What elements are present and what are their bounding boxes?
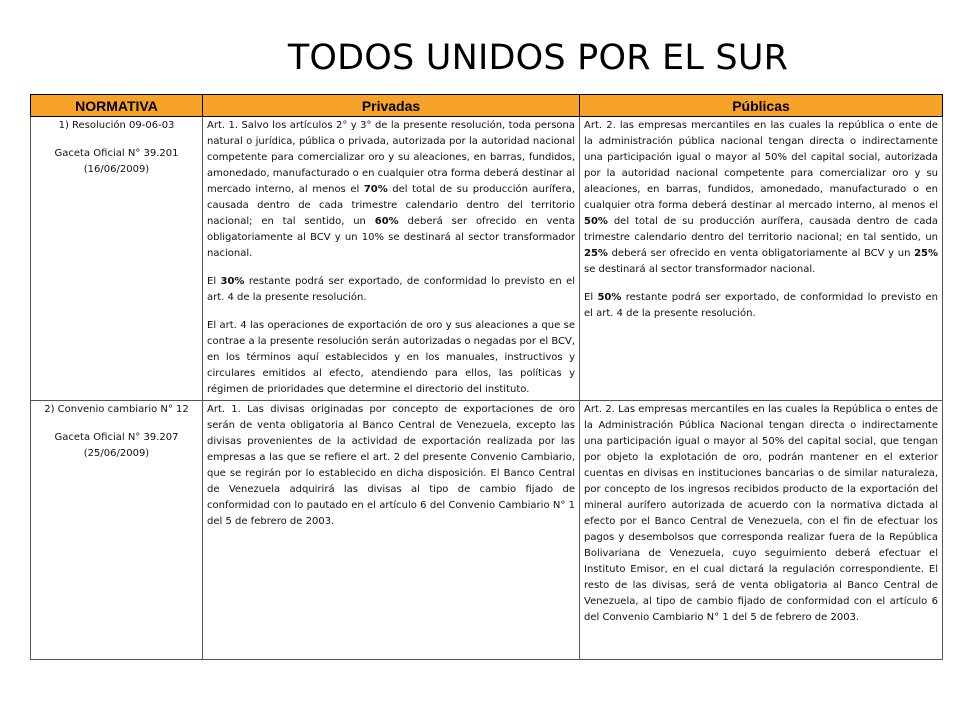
normativa-gaceta: Gaceta Oficial N° 39.201 <box>54 148 179 159</box>
normativa-title: 2) Convenio cambiario N° 12 <box>44 404 189 415</box>
table-row <box>31 401 943 660</box>
header-normativa: NORMATIVA <box>31 95 203 117</box>
privadas-paragraph: El 30% restante podrá ser exportado, de conformidad lo previsto en el art. 4 de la presente resolución. <box>207 276 576 303</box>
publicas-paragraph: El 50% restante podrá ser exportado, de conformidad lo previsto en el art. 4 de la presente resolución. <box>584 292 939 319</box>
normativa-date: (16/06/2009) <box>83 164 150 175</box>
normativa-title: 1) Resolución 09-06-03 <box>58 120 175 131</box>
publicas-paragraph: Art. 2. las empresas mercantiles en las cuales la república o ente de la administración pública nacional tengan directa o indirectamente una participación igual o mayor al 50% del capital social, autorizada por la autoridad nacional competente para comercializar oro y su aleaciones, en barras, fundidos, amonedado, manufacturado o en cualquier otra forma deberá destinar al mercado interno, al menos el 50% del total de su producción aurífera, causada dentro de cada trimestre calendario dentro del territorio nacional; en tal sentido, un 25% deberá ser ofrecido en venta obligatoriamente al BCV y un 25% se destinará al sector transformador nacional. <box>584 120 938 275</box>
header-publicas: Públicas <box>580 95 943 117</box>
privadas-cell <box>203 401 580 660</box>
privadas-paragraph: Art. 1. Salvo los artículos 2° y 3° de la presente resolución, toda persona natural o jurídica, pública o privada, autorizada por la autoridad nacional competente para comercializar oro y su aleaciones, en barras, fundidos, amonedado, manufacturado o en cualquier otra forma deberá destinar al mercado interno, al menos el 70% del total de su producción aurífera, causada dentro de cada trimestre calendario dentro del territorio nacional; en tal sentido, un 60% deberá ser ofrecido en venta obligatoriamente al BCV y un 10% se destinará al sector transformador nacional. <box>207 120 576 259</box>
normativa-date: (25/06/2009) <box>83 448 150 459</box>
header-privadas: Privadas <box>203 95 580 117</box>
publicas-cell <box>580 117 943 401</box>
table-row <box>31 117 943 401</box>
publicas-paragraph: Art. 2. Las empresas mercantiles en las cuales la República o entes de la Administración Pública Nacional tengan directa o indirectamente una participación igual o mayor al 50% del capital social, que tengan por objeto la explotación de oro, podrán mantener en el exterior cuentas en divisas en instituciones bancarias o de similar naturaleza, por concepto de los ingresos recibidos producto de la exportación del mineral aurífero autorizada de acuerdo con la normativa dictada al efecto por el Banco Central de Venezuela, con el fin de efectuar los pagos y desembolsos que corresponda realizar fuera de la República Bolivariana de Venezuela, cuyo seguimiento deberá efectuar el Instituto Emisor, en el cual dictará la regulación correspondiente. El resto de las divisas, será de venta obligatoria al Banco Central de Venezuela, al tipo de cambio fijado de conformidad con el artículo 6 del Convenio Cambiario N° 1 del 5 de febrero de 2003. <box>584 404 938 623</box>
normativa-cell <box>31 117 203 401</box>
privadas-cell <box>203 117 580 401</box>
normativa-cell <box>31 401 203 660</box>
publicas-cell <box>580 401 943 660</box>
privadas-paragraph: Art. 1. Las divisas originadas por concepto de exportaciones de oro serán de venta obligatoria al Banco Central de Venezuela, excepto las divisas provenientes de la actividad de exportación realizada por las empresas a las que se refiere el art. 2 del presente Convenio Cambiario, que se regirán por lo establecido en dicha disposición. El Banco Central de Venezuela adquirirá las divisas al tipo de cambio fijado de conformidad con lo pautado en el artículo 6 del Convenio Cambiario N° 1 del 5 de febrero de 2003. <box>207 404 575 527</box>
table-header-row <box>31 95 943 117</box>
regulations-table <box>30 94 943 660</box>
page-title: TODOS UNIDOS POR EL SUR <box>287 38 789 78</box>
privadas-paragraph: El art. 4 las operaciones de exportación de oro y sus aleaciones a que se contrae a la presente resolución serán autorizadas o negadas por el BCV, en los términos aquí establecidos y en los manuales, instructivos y circulares emitidos al efecto, atendiendo para ellos, las políticas y régimen de prioridades que determine el directorio del instituto. <box>207 320 576 395</box>
normativa-gaceta: Gaceta Oficial N° 39.207 <box>54 432 179 443</box>
